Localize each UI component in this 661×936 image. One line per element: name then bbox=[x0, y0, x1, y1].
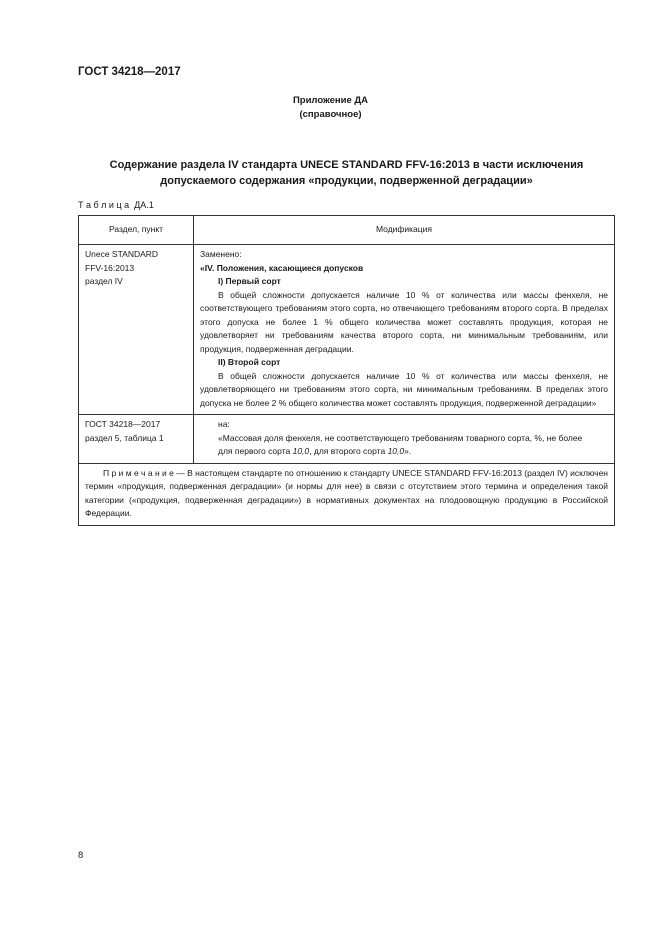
mass-fraction-text: «Массовая доля фенхеля, не соответствующего требованиям товарного сорта, %, не более bbox=[218, 432, 583, 443]
row1-section: Unece STANDARD FFV-16:2013 раздел IV bbox=[79, 245, 194, 415]
document-title bbox=[78, 157, 615, 189]
standard-code: ГОСТ 34218—2017 bbox=[78, 66, 181, 78]
row2-modification bbox=[194, 415, 615, 464]
na-label: на: bbox=[218, 419, 230, 429]
title-line-1: Содержание раздела IV стандарта UNECE STANDARD FFV-16:2013 в части исключения bbox=[109, 159, 584, 171]
first-grade-text: В общей сложности допускается наличие 10 % от количества или массы фенхеля, не соответствующего требованиям этого сорта, но отвечающего требованиям второго сорта. В пределах этого допуска не более 1 % общего количества может составлять продукция, которая не удовлетворяет ни требованиям качества второго сорта, ни минимальным требованиям, или продукция, подверженная деградации. bbox=[200, 289, 608, 354]
first-grade-heading: I) Первый сорт bbox=[218, 276, 281, 286]
table-row bbox=[79, 245, 615, 415]
header-section: Раздел, пункт bbox=[79, 216, 194, 245]
row2-section: ГОСТ 34218—2017 раздел 5, таблица 1 bbox=[79, 415, 194, 464]
second-grade-heading: II) Второй сорт bbox=[218, 357, 281, 367]
replaced-label: Заменено: bbox=[200, 249, 242, 259]
table-label: Т а б л и ц а ДА.1 bbox=[78, 200, 154, 210]
table-note: П р и м е ч а н и е — В настоящем стандарте по отношению к стандарту UNECE STANDARD FFV-16:2013 (раздел IV) исключен термин «продукция, подверженная деградации» (и нормы для нее) в связи с отсутствием этого термина и определения такой категории («продукция, подверженная деградации») в нормативных документах на плодоовощную продукцию в Российской Федерации. bbox=[79, 463, 615, 525]
header-modification: Модификация bbox=[194, 216, 615, 245]
note-row bbox=[79, 463, 615, 525]
row1-modification bbox=[194, 245, 615, 415]
annex-title: Приложение ДА bbox=[292, 95, 369, 106]
table-row bbox=[79, 415, 615, 464]
annex-subtitle: (справочное) bbox=[299, 109, 362, 120]
table-header-row bbox=[79, 216, 615, 245]
grade-values: для первого сорта 10,0, для второго сорта 10,0». bbox=[218, 446, 412, 456]
second-grade-text: В общей сложности допускается наличие 10 % от количества или массы фенхеля, не удовлетворяющего ни требованиям этого сорта, ни минимальным требованиям. В пределах этого допуска не более 2 % общего количества может составлять продукция, подверженной деградации» bbox=[200, 370, 608, 408]
section-heading: «IV. Положения, касающиеся допусков bbox=[200, 262, 364, 273]
page-number: 8 bbox=[78, 850, 84, 861]
modification-table bbox=[78, 215, 615, 526]
title-line-2: допускаемого содержания «продукции, подверженной деградации» bbox=[160, 175, 533, 187]
